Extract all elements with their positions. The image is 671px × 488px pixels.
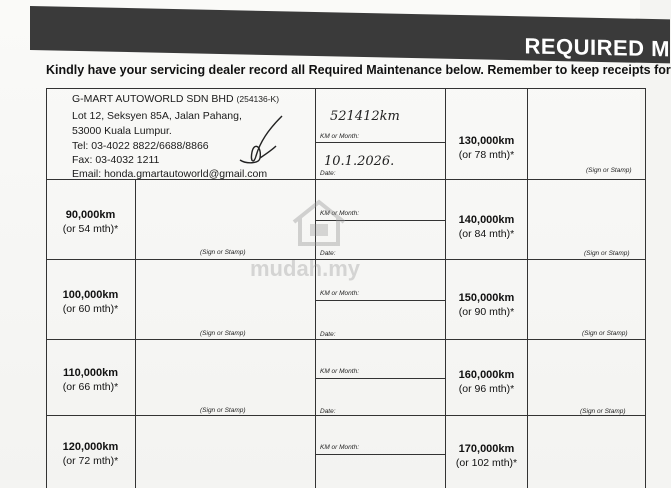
km-or-month-label: KM or Month: — [320, 368, 360, 375]
interval-km: 130,000km — [458, 135, 515, 147]
date-label: Date: — [320, 170, 336, 177]
interval-km: 150,000km — [458, 292, 515, 304]
sign-or-stamp-label: (Sign or Stamp) — [586, 167, 632, 174]
interval-cell-90000 — [46, 180, 136, 260]
sign-cell[interactable] — [528, 340, 646, 416]
maintenance-grid — [46, 88, 646, 488]
instructions-text: Kindly have your servicing dealer record all Required Maintenance below. Remember to keep receipts for — [46, 63, 671, 77]
handwritten-date: 10.1.2026. — [324, 154, 395, 169]
dealer-name: G-MART AUTOWORLD SDN BHD — [72, 93, 234, 105]
interval-mth: (or 90 mth)* — [458, 306, 515, 318]
dealer-address2: 53000 Kuala Lumpur. — [72, 125, 172, 137]
signature-icon — [238, 112, 286, 168]
interval-km: 170,000km — [458, 443, 515, 455]
sign-cell[interactable] — [136, 416, 316, 488]
sign-or-stamp-label: (Sign or Stamp) — [200, 330, 246, 337]
interval-cell-130000 — [446, 88, 528, 180]
dealer-email: Email: honda.gmartautoworld@gmail.com — [72, 168, 268, 180]
dealer-tel: Tel: 03-4022 8822/6688/8866 — [72, 140, 209, 152]
dealer-stamp-cell — [46, 88, 316, 180]
interval-mth: (or 96 mth)* — [458, 383, 515, 395]
interval-km: 160,000km — [458, 369, 515, 381]
interval-mth: (or 84 mth)* — [458, 228, 515, 240]
interval-cell-140000 — [446, 180, 528, 260]
interval-km: 90,000km — [65, 209, 116, 221]
interval-cell-170000 — [446, 416, 528, 488]
watermark-text: mudah.my — [250, 256, 361, 281]
km-or-month-label: KM or Month: — [320, 290, 360, 297]
sign-cell[interactable] — [528, 416, 646, 488]
date-label: Date: — [320, 331, 336, 338]
dealer-fax: Fax: 03-4032 1211 — [72, 154, 160, 166]
record-cell[interactable] — [316, 416, 446, 488]
sign-or-stamp-label: (Sign or Stamp) — [200, 407, 246, 414]
record-cell[interactable] — [316, 88, 446, 180]
interval-km: 110,000km — [62, 367, 119, 379]
km-or-month-label: KM or Month: — [320, 133, 360, 140]
interval-cell-100000 — [46, 260, 136, 340]
header-bar — [30, 6, 670, 63]
interval-cell-150000 — [446, 260, 528, 340]
interval-cell-160000 — [446, 340, 528, 416]
divider — [316, 454, 446, 455]
record-cell[interactable] — [316, 340, 446, 416]
sign-cell[interactable] — [528, 88, 646, 180]
km-or-month-label: KM or Month: — [320, 210, 360, 217]
handwritten-km: 521412km — [330, 109, 400, 124]
divider — [316, 300, 446, 301]
interval-km: 140,000km — [458, 214, 515, 226]
interval-km: 120,000km — [62, 441, 119, 453]
page-title: REQUIRED M — [524, 33, 670, 62]
sign-cell[interactable] — [528, 180, 646, 260]
km-or-month-label: KM or Month: — [320, 444, 360, 451]
date-label: Date: — [320, 250, 336, 257]
sign-or-stamp-label: (Sign or Stamp) — [582, 330, 628, 337]
dealer-address1: Lot 12, Seksyen 85A, Jalan Pahang, — [72, 110, 242, 122]
interval-cell-110000 — [46, 340, 136, 416]
sign-or-stamp-label: (Sign or Stamp) — [200, 249, 246, 256]
divider — [316, 378, 446, 379]
sign-or-stamp-label: (Sign or Stamp) — [584, 250, 630, 257]
interval-mth: (or 54 mth)* — [62, 223, 119, 235]
interval-mth: (or 72 mth)* — [62, 455, 119, 467]
watermark-logo-icon — [288, 198, 350, 250]
interval-mth: (or 66 mth)* — [62, 381, 119, 393]
sign-or-stamp-label: (Sign or Stamp) — [580, 408, 626, 415]
interval-cell-120000 — [46, 416, 136, 488]
interval-mth: (or 78 mth)* — [458, 149, 515, 161]
date-label: Date: — [320, 408, 336, 415]
sign-cell[interactable] — [136, 340, 316, 416]
interval-mth: (or 60 mth)* — [62, 303, 119, 315]
divider — [316, 142, 446, 143]
sign-cell[interactable] — [528, 260, 646, 340]
dealer-reg: (254136-K) — [236, 94, 280, 104]
dealer-name-line — [72, 93, 279, 105]
interval-mth: (or 102 mth)* — [455, 457, 518, 469]
interval-km: 100,000km — [62, 289, 119, 301]
